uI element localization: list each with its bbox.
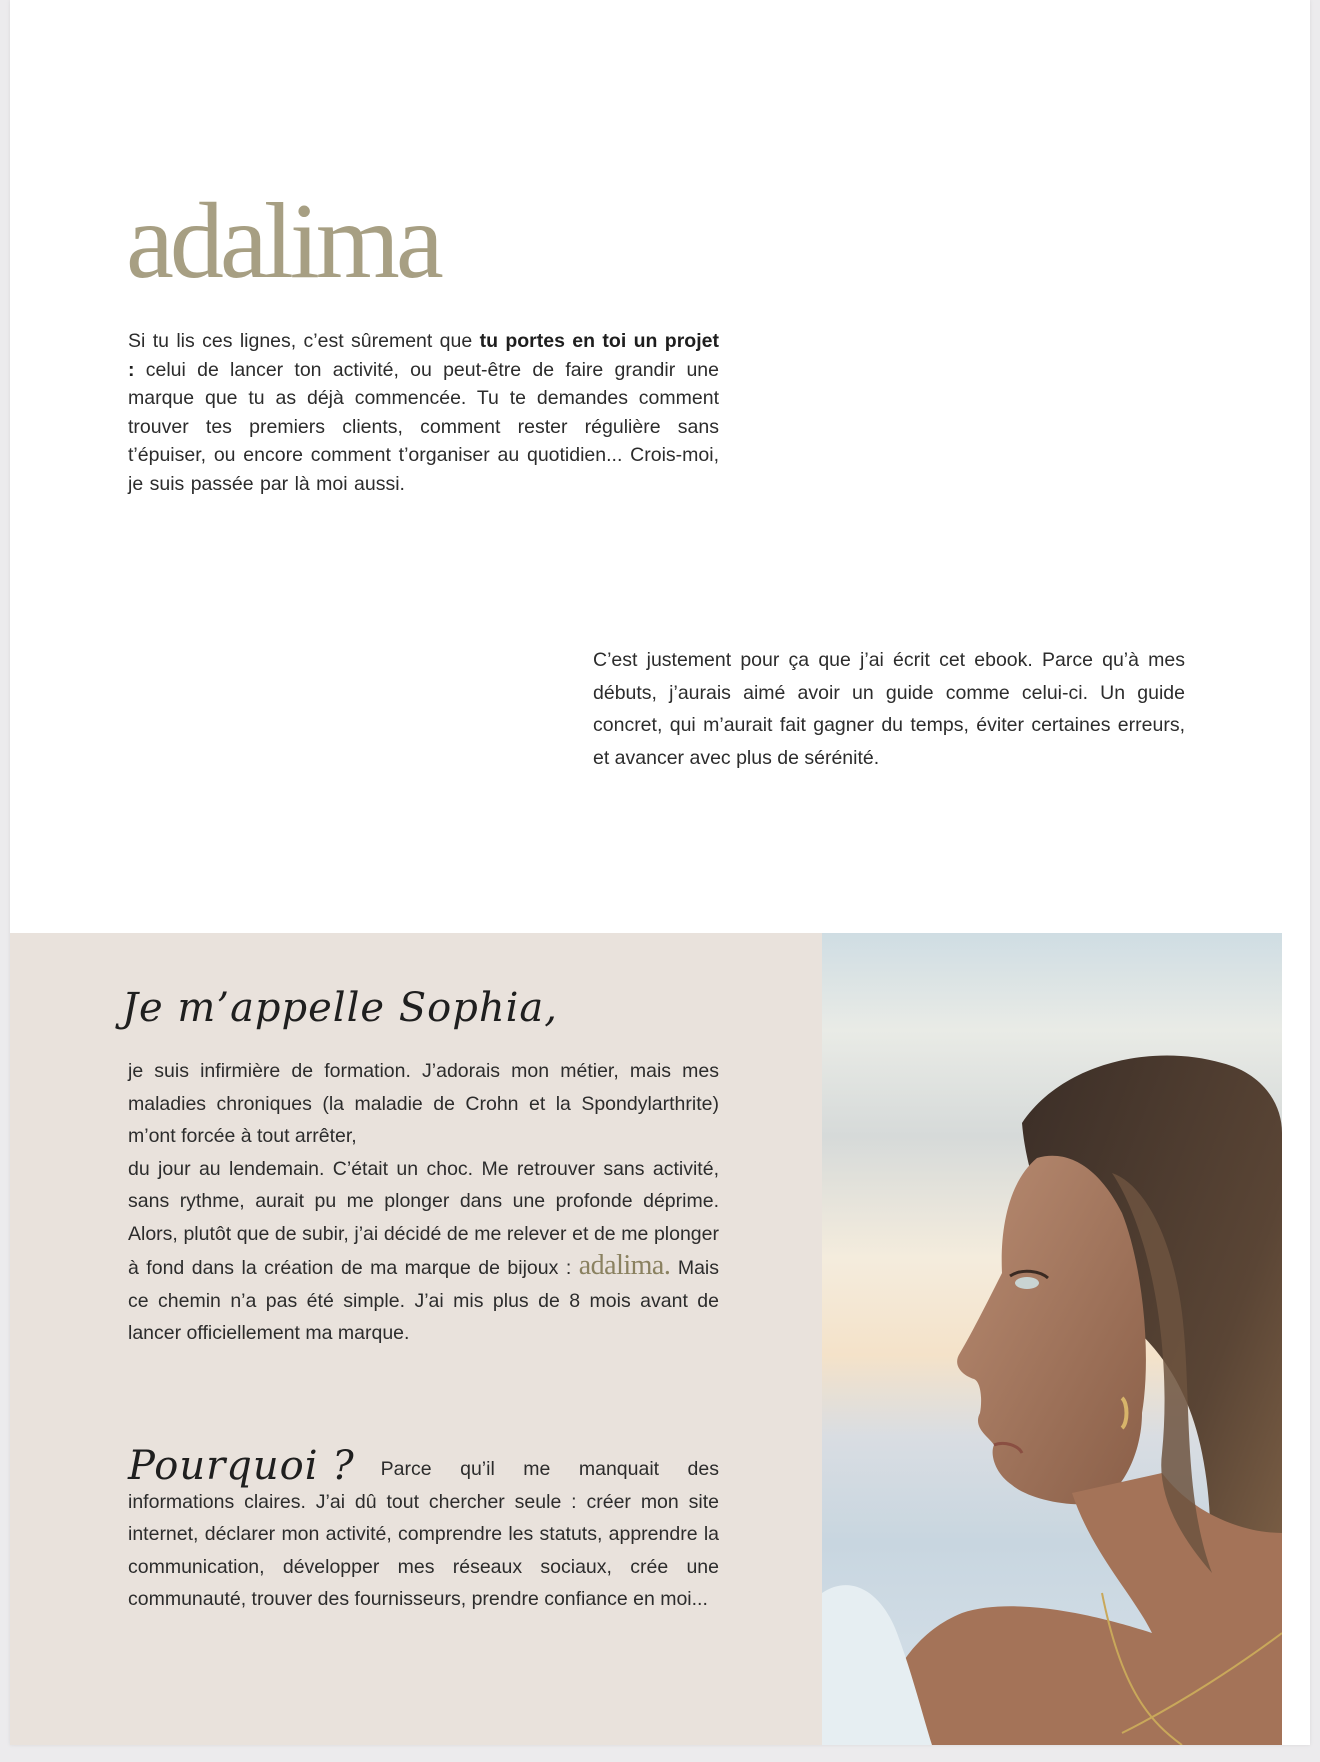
- why-text: Parce qu’il me manquait des informations claires. J’ai dû tout chercher seule : créer mon site internet, déclarer mon activité, comprendre les statuts, apprendre la communication, développer mes réseaux sociaux, crée une communauté, trouver des fournisseurs, prendre confiance en moi...: [128, 1458, 719, 1610]
- intro-text-end: celui de lancer ton activité, ou peut-être de faire grandir une marque que tu as déjà commencée. Tu te demandes comment trouver tes premiers clients, comment rester régulière sans t’épuiser, ou encore comment t’organiser au quotidien... Crois-moi, je suis passée par là moi aussi.: [128, 358, 719, 495]
- about-text-2: du jour au lendemain. C’était un choc. Me retrouver sans activité, sans rythme, aurait pu me plonger dans une profonde déprime. Alors, plutôt que de subir, j’ai décidé de me relever et de me plonger à fond dans la création de ma marque de bijoux :: [128, 1157, 719, 1279]
- why-section: [128, 1443, 719, 1616]
- portrait-photo: [822, 933, 1282, 1745]
- about-paragraph: [128, 1055, 719, 1350]
- intro-text-start: Si tu lis ces lignes, c’est sûrement que: [128, 330, 480, 352]
- portrait-illustration-icon: [822, 933, 1282, 1745]
- inline-brand-name: adalima.: [578, 1250, 671, 1281]
- about-text-1: je suis infirmière de formation. J’adorais mon métier, mais mes maladies chroniques (la maladie de Crohn et la Spondylarthrite) m’ont forcée à tout arrêter,: [128, 1060, 719, 1147]
- why-paragraph: [128, 1443, 719, 1616]
- intro-bold-phrase: tu portes en toi un projet :: [128, 330, 719, 381]
- ebook-purpose-paragraph: C’est justement pour ça que j’ai écrit cet ebook. Parce qu’à mes débuts, j’aurais aimé avoir un guide comme celui-ci. Un guide concret, qui m’aurait fait gagner du temps, éviter certaines erreurs, et avancer avec plus de sérénité.: [593, 649, 1185, 769]
- about-text-3: Mais ce chemin n’a pas été simple. J’ai mis plus de 8 mois avant de lancer officiellement ma marque.: [128, 1257, 719, 1344]
- brand-title: adalima: [126, 182, 440, 301]
- about-script-heading: Je m’appelle Sophia,: [122, 985, 558, 1031]
- ebook-page: [10, 0, 1310, 1745]
- intro-paragraph: [128, 327, 719, 498]
- why-script-heading: Pourquoi ?: [128, 1443, 355, 1489]
